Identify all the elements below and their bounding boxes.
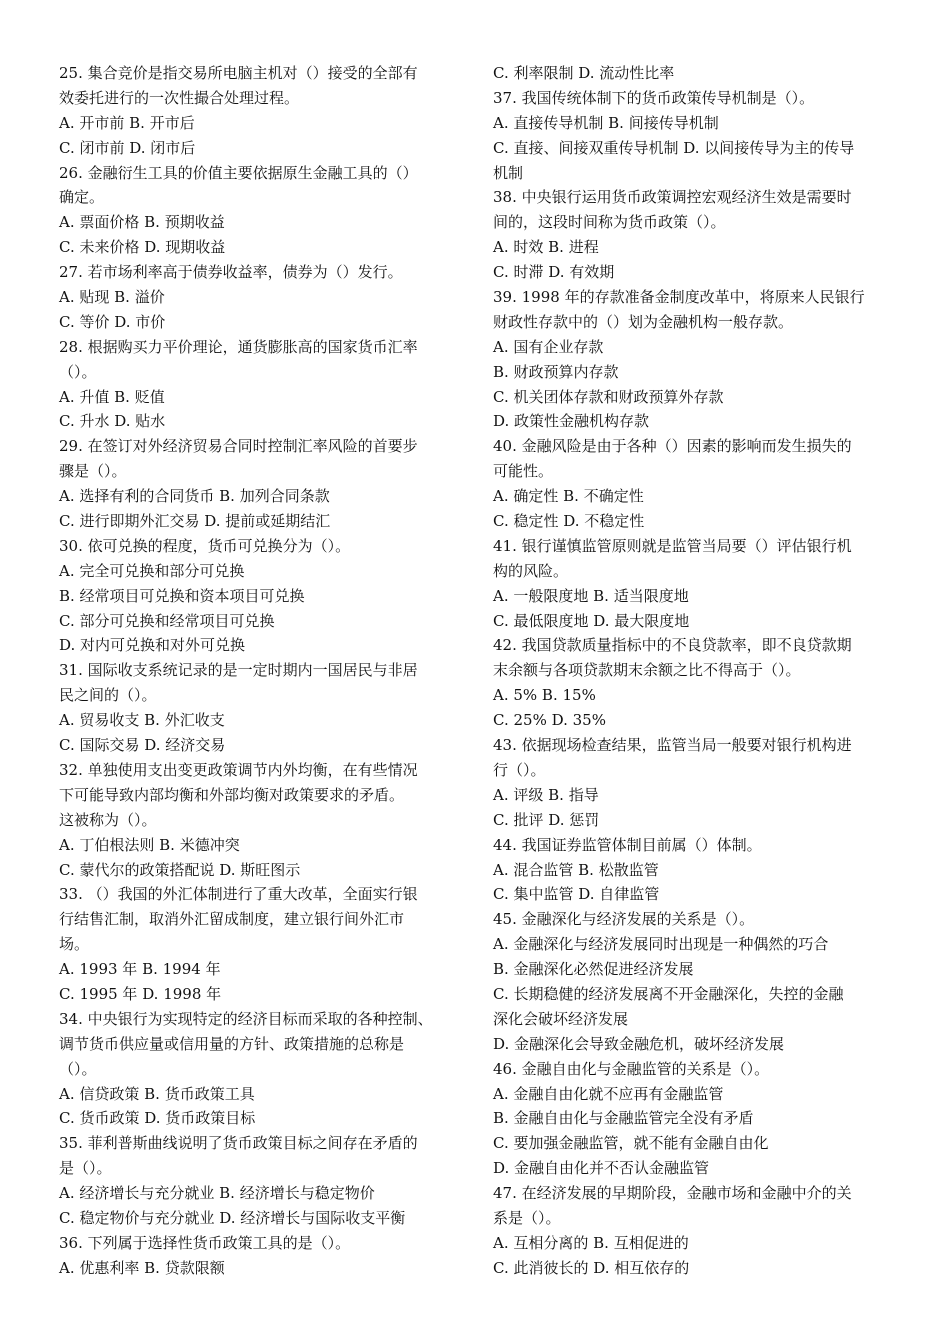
text-line: 系是（）。 [493, 1208, 561, 1227]
text-line: C. 要加强金融监管，就不能有金融自由化 [493, 1134, 769, 1153]
text-line: 调节货币供应量或信用量的方针、政策措施的总称是 [59, 1034, 405, 1053]
text-line: 42. 我国贷款质量指标中的不良贷款率，即不良贷款期 [493, 636, 852, 655]
text-line: 44. 我国证券监管体制目前属（）体制。 [493, 835, 762, 854]
text-line: （）。 [59, 1059, 97, 1078]
text-line: A. 丁伯根法则 B. 米德冲突 [59, 835, 240, 854]
text-line: A. 选择有利的合同货币 B. 加列合同条款 [59, 487, 330, 506]
text-line: 36. 下列属于选择性货币政策工具的是（）。 [59, 1233, 351, 1252]
text-line: 效委托进行的一次性撮合处理过程。 [59, 88, 300, 107]
text-line: C. 机关团体存款和财政预算外存款 [493, 387, 724, 406]
text-line: 25. 集合竞价是指交易所电脑主机对（）接受的全部有 [59, 64, 418, 82]
text-line: A. 混合监管 B. 松散监管 [493, 860, 659, 879]
text-line: C. 稳定物价与充分就业 D. 经济增长与国际收支平衡 [59, 1208, 406, 1227]
text-line: A. 票面价格 B. 预期收益 [59, 213, 225, 232]
text-line: 行（）。 [493, 760, 546, 779]
text-line: B. 金融深化必然促进经济发展 [493, 960, 694, 979]
text-line: 骤是（）。 [59, 462, 127, 481]
text-line: A. 国有企业存款 [493, 337, 604, 356]
text-line: 39. 1998 年的存款准备金制度改革中，将原来人民银行 [493, 288, 865, 307]
text-line: D. 对内可兑换和对外可兑换 [59, 636, 246, 655]
text-line: 可能性。 [493, 462, 554, 481]
text-line: C. 闭市前 D. 闭市后 [59, 138, 196, 157]
text-line: B. 财政预算内存款 [493, 362, 619, 381]
text-line: C. 进行即期外汇交易 D. 提前或延期结汇 [59, 512, 331, 531]
text-line: C. 升水 D. 贴水 [59, 412, 166, 431]
text-line: 末余额与各项贷款期末余额之比不得高于（）。 [493, 661, 801, 680]
text-line: C. 1995 年 D. 1998 年 [59, 984, 222, 1003]
text-line: 45. 金融深化与经济发展的关系是（）。 [493, 910, 755, 929]
text-line: C. 稳定性 D. 不稳定性 [493, 512, 645, 531]
text-line: D. 政策性金融机构存款 [493, 412, 650, 431]
text-line: A. 一般限度地 B. 适当限度地 [493, 586, 689, 605]
text-line: 这被称为（）。 [59, 810, 157, 829]
text-line: 民之间的（）。 [59, 686, 157, 705]
text-line: 财政性存款中的（）划为金融机构一般存款。 [493, 312, 794, 331]
text-line: 31. 国际收支系统记录的是一定时期内一国居民与非居 [59, 661, 418, 680]
text-line: B. 经常项目可兑换和资本项目可兑换 [59, 586, 305, 605]
text-line: 26. 金融衍生工具的价值主要依据原生金融工具的（） [59, 163, 418, 182]
text-line: A. 直接传导机制 B. 间接传导机制 [493, 113, 719, 132]
text-line: C. 等价 D. 市价 [59, 312, 166, 331]
text-line: 30. 依可兑换的程度，货币可兑换分为（）。 [59, 536, 351, 555]
text-line: C. 利率限制 D. 流动性比率 [493, 64, 675, 82]
text-line: 场。 [59, 935, 90, 954]
text-line: A. 贴现 B. 溢价 [59, 288, 165, 307]
text-line: 构的风险。 [493, 561, 569, 580]
text-line: C. 此消彼长的 D. 相互依存的 [493, 1258, 690, 1277]
text-line: 37. 我国传统体制下的货币政策传导机制是（）。 [493, 88, 815, 107]
text-line: C. 时滞 D. 有效期 [493, 263, 615, 282]
text-line: A. 升值 B. 贬值 [59, 387, 165, 406]
text-line: 47. 在经济发展的早期阶段，金融市场和金融中介的关 [493, 1184, 852, 1203]
text-line: 机制 [493, 163, 524, 182]
text-line: 下可能导致内部均衡和外部均衡对政策要求的矛盾。 [59, 785, 405, 804]
text-line: 33. （）我国的外汇体制进行了重大改革，全面实行银 [59, 885, 418, 904]
text-line: A. 1993 年 B. 1994 年 [59, 960, 221, 979]
text-line: A. 5% B. 15% [493, 686, 596, 705]
text-line: 间的，这段时间称为货币政策（）。 [493, 213, 726, 232]
text-line: C. 国际交易 D. 经济交易 [59, 736, 226, 755]
right-column [493, 61, 893, 1281]
text-line: 28. 根据购买力平价理论，通货膨胀高的国家货币汇率 [59, 337, 418, 356]
text-line: C. 货币政策 D. 货币政策目标 [59, 1109, 256, 1128]
text-line: A. 开市前 B. 开市后 [59, 113, 195, 132]
text-line: 29. 在签订对外经济贸易合同时控制汇率风险的首要步 [59, 437, 418, 456]
text-line: （）。 [59, 362, 97, 381]
text-line: C. 批评 D. 惩罚 [493, 810, 600, 829]
text-line: C. 部分可兑换和经常项目可兑换 [59, 611, 275, 630]
text-line: C. 长期稳健的经济发展离不开金融深化，失控的金融 [493, 984, 844, 1003]
text-line: C. 25% D. 35% [493, 711, 606, 730]
text-line: C. 最低限度地 D. 最大限度地 [493, 611, 690, 630]
text-line: A. 完全可兑换和部分可兑换 [59, 561, 245, 580]
text-line: A. 金融自由化就不应再有金融监管 [493, 1084, 724, 1103]
text-line: A. 评级 B. 指导 [493, 785, 599, 804]
text-line: 深化会破坏经济发展 [493, 1009, 629, 1028]
text-line: A. 互相分离的 B. 互相促进的 [493, 1233, 689, 1252]
text-line: 41. 银行谨慎监管原则就是监管当局要（）评估银行机 [493, 536, 852, 555]
text-line: B. 金融自由化与金融监管完全没有矛盾 [493, 1109, 754, 1128]
text-line: 确定。 [59, 188, 105, 207]
text-line: C. 未来价格 D. 现期收益 [59, 238, 226, 257]
text-line: A. 经济增长与充分就业 B. 经济增长与稳定物价 [59, 1184, 375, 1203]
text-line: D. 金融自由化并不否认金融监管 [493, 1159, 710, 1178]
text-line: 40. 金融风险是由于各种（）因素的影响而发生损失的 [493, 437, 852, 456]
text-line: C. 蒙代尔的政策搭配说 D. 斯旺图示 [59, 860, 301, 879]
text-line: A. 信贷政策 B. 货币政策工具 [59, 1084, 255, 1103]
text-line: 是（）。 [59, 1159, 112, 1178]
left-column [59, 61, 464, 1281]
text-line: 35. 菲利普斯曲线说明了货币政策目标之间存在矛盾的 [59, 1134, 418, 1153]
text-line: 46. 金融自由化与金融监管的关系是（）。 [493, 1059, 770, 1078]
text-line: 27. 若市场利率高于债券收益率，债券为（）发行。 [59, 263, 403, 282]
text-line: 32. 单独使用支出变更政策调节内外均衡，在有些情况 [59, 760, 418, 779]
text-line: C. 直接、间接双重传导机制 D. 以间接传导为主的传导 [493, 138, 855, 157]
text-line: A. 优惠利率 B. 贷款限额 [59, 1258, 225, 1277]
text-line: A. 确定性 B. 不确定性 [493, 487, 644, 506]
text-line: A. 时效 B. 进程 [493, 238, 599, 257]
text-line: D. 金融深化会导致金融危机，破坏经济发展 [493, 1034, 785, 1053]
text-line: A. 金融深化与经济发展同时出现是一种偶然的巧合 [493, 935, 829, 954]
text-line: 34. 中央银行为实现特定的经济目标而采取的各种控制、 [59, 1009, 433, 1028]
text-line: A. 贸易收支 B. 外汇收支 [59, 711, 225, 730]
text-line: 38. 中央银行运用货币政策调控宏观经济生效是需要时 [493, 188, 852, 207]
text-line: 43. 依据现场检查结果，监管当局一般要对银行机构进 [493, 736, 852, 755]
text-line: C. 集中监管 D. 自律监管 [493, 885, 660, 904]
text-line: 行结售汇制，取消外汇留成制度，建立银行间外汇市 [59, 910, 405, 929]
